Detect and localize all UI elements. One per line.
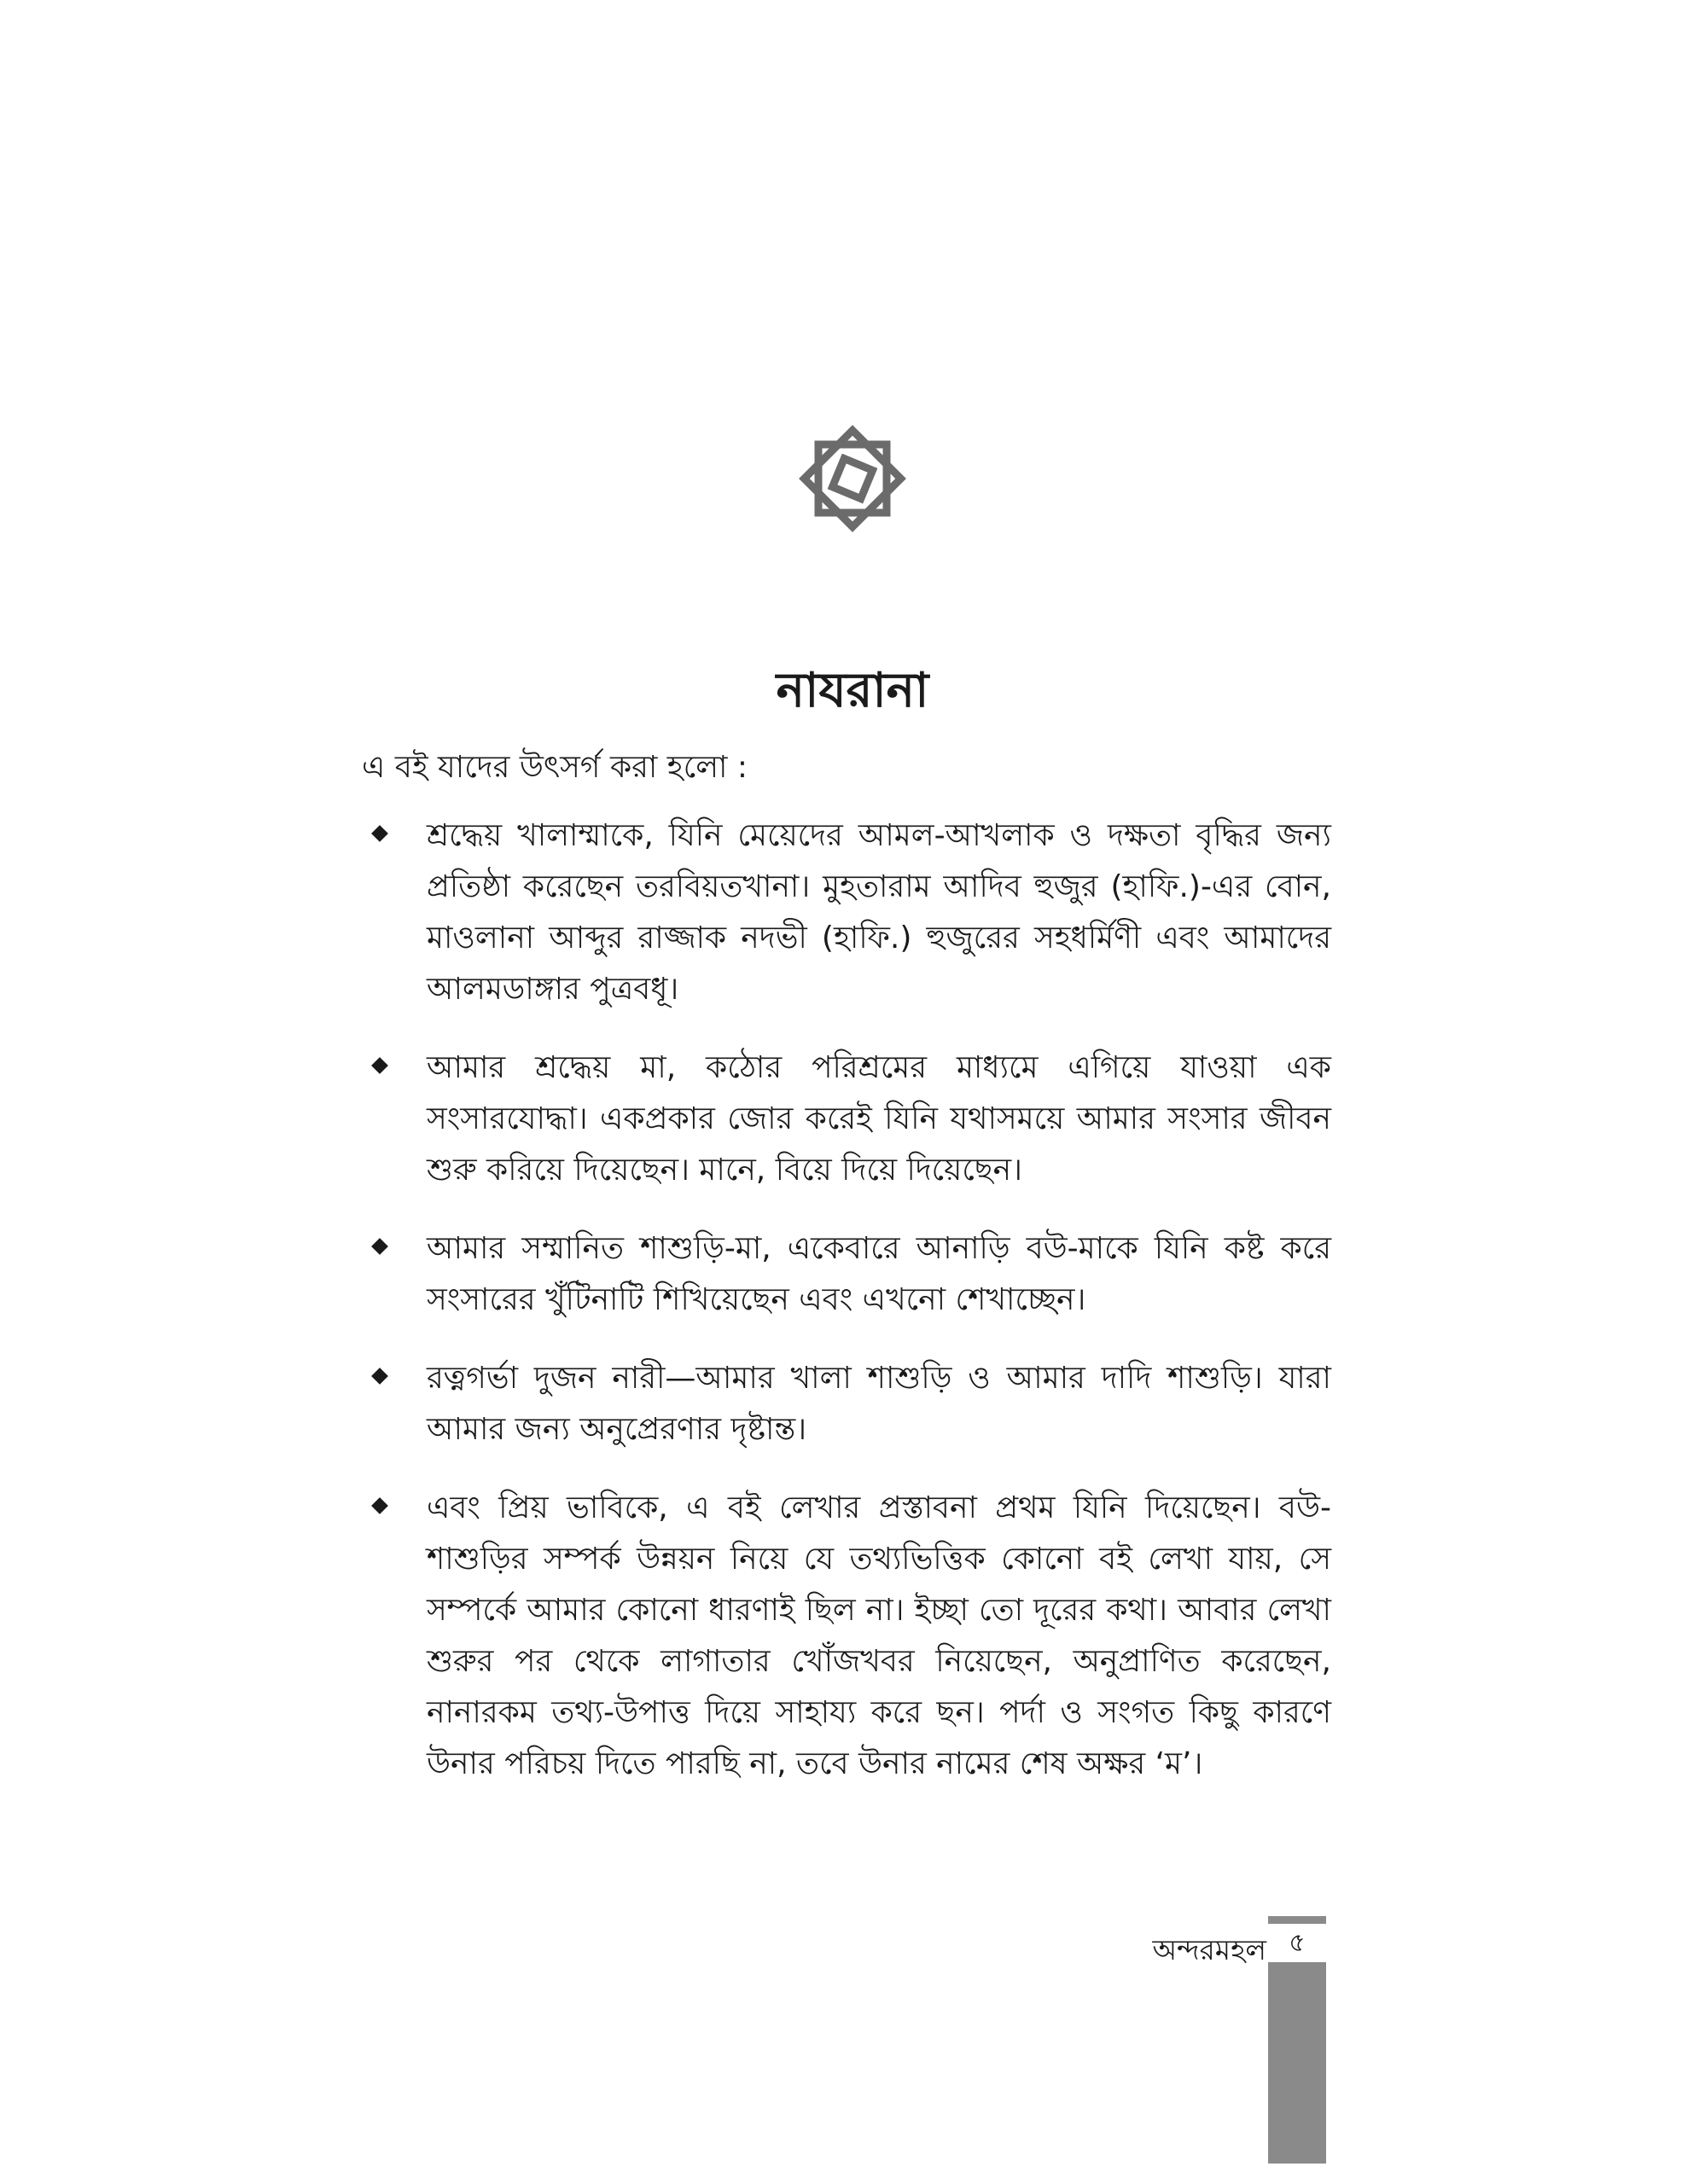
dedication-item (362, 1353, 1331, 1455)
dedication-text: আমার শ্রদ্ধেয় মা, কঠোর পরিশ্রমের মাধ্যমে এগিয়ে যাওয়া এক সংসারযোদ্ধা। একপ্রকার জোর করেই যিনি যথাসময়ে আমার সংসার জীবন শুরু করিয়ে দিয়েছেন। মানে, বিয়ে দিয়ে দিয়েছেন। (427, 1050, 1331, 1188)
diamond-bullet-icon (371, 1368, 388, 1385)
diamond-bullet-icon (371, 1238, 388, 1255)
diamond-bullet-icon (371, 825, 388, 842)
diamond-bullet-icon (371, 1497, 388, 1514)
page-edge-tab (1268, 1962, 1326, 2164)
page-number: ৫ (1289, 1928, 1306, 1958)
page-tab-top (1268, 1916, 1326, 1924)
dedication-text: এবং প্রিয় ভাবিকে, এ বই লেখার প্রস্তাবনা প্রথম যিনি দিয়েছেন। বউ-শাশুড়ির সম্পর্ক উন্নয়ন নিয়ে যে তথ্যভিত্তিক কোনো বই লেখা যায়, সে সম্পর্কে আমার কোনো ধারণাই ছিল না। ইচ্ছা তো দূরের কথা। আবার লেখা শুরুর পর থেকে লাগাতার খোঁজখবর নিয়েছেন, অনুপ্রাণিত করেছেন, নানারকম তথ্য-উপাত্ত দিয়ে সাহায্য করে ছন। পর্দা ও সংগত কিছু কারণে উনার পরিচয় দিতে পারছি না, তবে উনার নামের শেষ অক্ষর ‘ম’। (427, 1490, 1331, 1781)
dedication-list (362, 810, 1331, 1817)
dedication-item (362, 810, 1331, 1015)
dedication-text: শ্রদ্ধেয় খালাম্মাকে, যিনি মেয়েদের আমল-আখলাক ও দক্ষতা বৃদ্ধির জন্য প্রতিষ্ঠা করেছেন তরবিয়তখানা। মুহতারাম আদিব হুজুর (হাফি.)-এর বোন, মাওলানা আব্দুর রাজ্জাক নদভী (হাফি.) হুজুরের সহধর্মিণী এবং আমাদের আলমডাঙ্গার পুত্রবধূ। (427, 818, 1331, 1007)
dedication-intro: এ বই যাদের উৎসর্গ করা হলো : (362, 750, 748, 785)
octagonal-star-ornament-icon (787, 413, 918, 544)
dedication-item (362, 1223, 1331, 1326)
dedication-text: আমার সম্মানিত শাশুড়ি-মা, একেবারে আনাড়ি বউ-মাকে যিনি কষ্ট করে সংসারের খুঁটিনাটি শিখিয়েছেন এবং এখনো শেখাচ্ছেন। (427, 1231, 1331, 1317)
dedication-item (362, 1483, 1331, 1790)
diamond-bullet-icon (371, 1057, 388, 1074)
dedication-item (362, 1043, 1331, 1196)
page-title: নাযরানা (776, 663, 929, 718)
dedication-text: রত্নগর্ভা দুজন নারী—আমার খালা শাশুড়ি ও আমার দাদি শাশুড়ি। যারা আমার জন্য অনুপ্রেরণার দৃষ্টান্ত। (427, 1361, 1331, 1447)
running-title: অন্দরমহল (1152, 1933, 1266, 1966)
